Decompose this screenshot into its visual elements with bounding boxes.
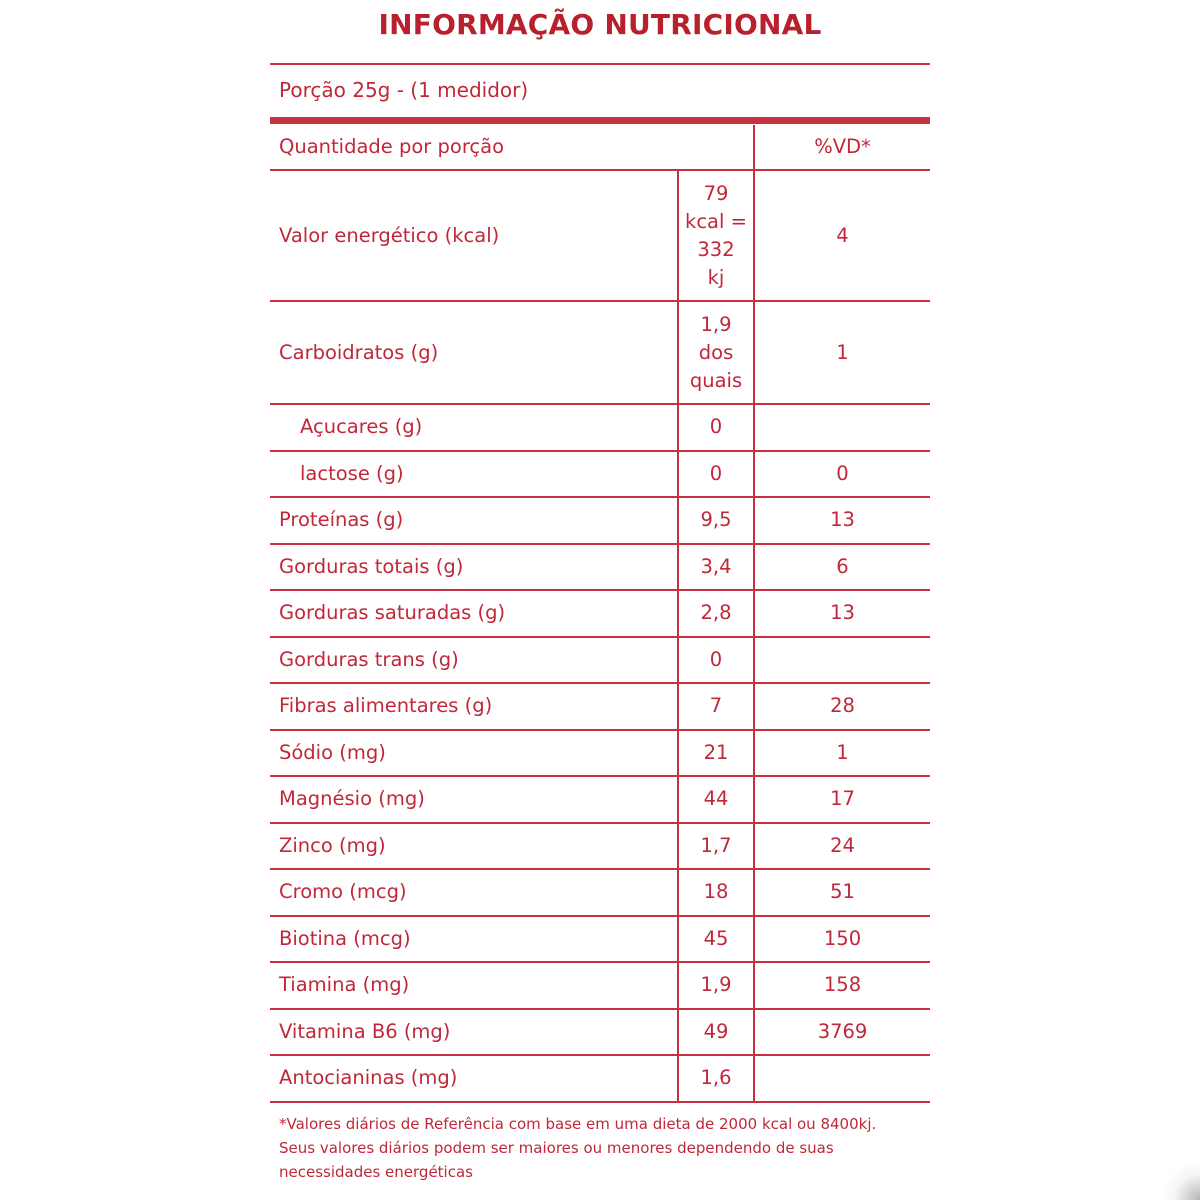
table-row: [270, 776, 930, 823]
table-row: [270, 869, 930, 916]
value-line: 332: [697, 237, 735, 261]
table-row: [270, 170, 930, 301]
nutrient-vd: 1: [754, 730, 930, 777]
nutrient-value: 1,6: [678, 1055, 754, 1102]
nutrient-value: 0: [678, 637, 754, 684]
table-row: [270, 730, 930, 777]
divider-top: [270, 63, 930, 65]
nutrient-name: Proteínas (g): [270, 497, 678, 544]
nutrient-value: [678, 301, 754, 404]
table-row: [270, 590, 930, 637]
page-curl-shadow: [1160, 1160, 1200, 1200]
footnote-line: *Valores diários de Referência com base em uma dieta de 2000 kcal ou 8400kj.: [279, 1115, 877, 1133]
table-row: [270, 451, 930, 498]
nutrient-vd: 3769: [754, 1009, 930, 1056]
value-line: kcal =: [685, 209, 747, 233]
nutrient-vd: 17: [754, 776, 930, 823]
nutrient-name: Tiamina (mg): [270, 962, 678, 1009]
table-row: [270, 683, 930, 730]
nutrient-name: Magnésio (mg): [270, 776, 678, 823]
nutrient-name: Sódio (mg): [270, 730, 678, 777]
table-row: [270, 301, 930, 404]
nutrient-value: [678, 170, 754, 301]
nutrient-value: 44: [678, 776, 754, 823]
table-row: [270, 1055, 930, 1102]
nutrient-vd: 28: [754, 683, 930, 730]
nutrient-vd: 13: [754, 497, 930, 544]
label-title: INFORMAÇÃO NUTRICIONAL: [378, 8, 822, 41]
nutrient-vd: 13: [754, 590, 930, 637]
value-line: dos: [698, 340, 734, 364]
nutrient-vd: 150: [754, 916, 930, 963]
table-row: [270, 404, 930, 451]
nutrient-value: 7: [678, 683, 754, 730]
value-line: 79: [703, 181, 729, 205]
nutrient-name: Vitamina B6 (mg): [270, 1009, 678, 1056]
table-row: [270, 916, 930, 963]
table-row: [270, 637, 930, 684]
nutrient-vd: 4: [754, 170, 930, 301]
nutrient-value: 21: [678, 730, 754, 777]
portion-size: Porção 25g - (1 medidor): [279, 78, 529, 102]
nutrient-vd: [754, 637, 930, 684]
nutrient-name: Gorduras totais (g): [270, 544, 678, 591]
value-line: 1,9: [700, 312, 732, 336]
nutrient-name: Cromo (mcg): [270, 869, 678, 916]
nutrient-value: 2,8: [678, 590, 754, 637]
nutrient-value: 49: [678, 1009, 754, 1056]
nutrient-value: 45: [678, 916, 754, 963]
nutrition-table: [270, 125, 930, 1103]
table-row: [270, 962, 930, 1009]
table-row: [270, 1009, 930, 1056]
nutrient-value: 0: [678, 451, 754, 498]
nutrient-name: Fibras alimentares (g): [270, 683, 678, 730]
nutrient-name: Carboidratos (g): [270, 301, 678, 404]
nutrient-vd: [754, 404, 930, 451]
nutrient-value: 9,5: [678, 497, 754, 544]
nutrient-value: 0: [678, 404, 754, 451]
vd-header: %VD*: [754, 125, 930, 170]
nutrient-vd: 158: [754, 962, 930, 1009]
nutrient-name: Gorduras trans (g): [270, 637, 678, 684]
table-header-row: [270, 125, 930, 170]
nutrient-value: 3,4: [678, 544, 754, 591]
nutrient-value: 1,7: [678, 823, 754, 870]
footnote-line: Seus valores diários podem ser maiores ou menores dependendo de suas: [279, 1139, 834, 1157]
nutrient-vd: 6: [754, 544, 930, 591]
nutrient-name: Gorduras saturadas (g): [270, 590, 678, 637]
nutrient-value: 18: [678, 869, 754, 916]
nutrient-name: lactose (g): [270, 451, 678, 498]
nutrient-vd: 1: [754, 301, 930, 404]
nutrient-vd: 0: [754, 451, 930, 498]
nutrient-name: Antocianinas (mg): [270, 1055, 678, 1102]
table-row: [270, 823, 930, 870]
nutrient-value: 1,9: [678, 962, 754, 1009]
divider-thick: [270, 117, 930, 124]
nutrient-vd: 24: [754, 823, 930, 870]
value-line: quais: [689, 368, 743, 392]
table-row: [270, 497, 930, 544]
nutrient-name: Valor energético (kcal): [270, 170, 678, 301]
nutrient-name: Açucares (g): [270, 404, 678, 451]
nutrient-name: Zinco (mg): [270, 823, 678, 870]
footnote-line: necessidades energéticas: [279, 1163, 473, 1181]
footnote: [279, 1112, 939, 1184]
value-line: kj: [707, 265, 725, 289]
table-row: [270, 544, 930, 591]
quantity-header: Quantidade por porção: [270, 125, 754, 170]
nutrient-vd: 51: [754, 869, 930, 916]
nutrient-vd: [754, 1055, 930, 1102]
nutrient-name: Biotina (mcg): [270, 916, 678, 963]
